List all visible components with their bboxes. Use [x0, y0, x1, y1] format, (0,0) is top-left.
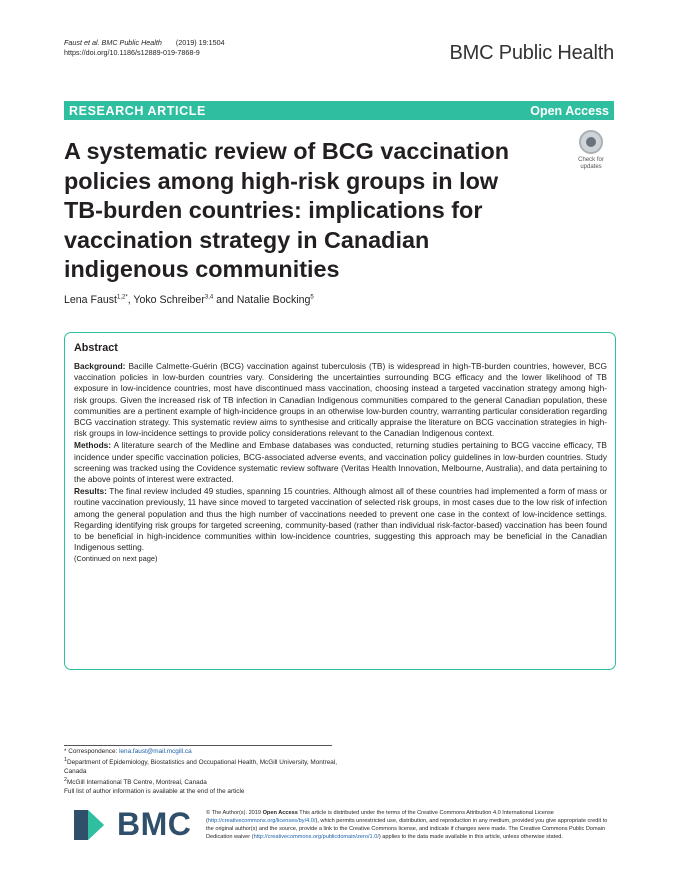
full-author-info-note: Full list of author information is available at the end of the article — [64, 787, 245, 795]
abstract-heading: Abstract — [74, 342, 118, 354]
abstract-background: Background: Bacille Calmette-Guérin (BCG) vaccination against tuberculosis (TB) is widespread in high-TB-burden countries, however, BCG vaccination policies in low-burden countries vary. Considering the uncertainties surrounding BCG efficacy and the lower likelihood of TB exposure in low-incidence countries, most have discontinued mass vaccination, choosing instead a targeted vaccination strategy among high-risk groups. Given the increased risk of TB infection in Canadian Indigenous communities compared to the general Canadian population, these communities are a pertinent example of high-incidence groups in an otherwise low-burden country, warranting particular consideration regarding BCG vaccination strategy. This systematic review aims to synthesise and critically appraise the literature on BCG vaccination strategies in high-risk groups in low-incidence settings to provide policy considerations relevant to the Canadian Indigenous context. — [74, 361, 607, 439]
bmc-logo — [74, 806, 191, 843]
open-access-label: Open Access — [530, 103, 609, 118]
affiliation-1: $^1$Department of Epidemiology, Biostatistics and Occupational Health, McGill University, Montreal, Canada — [64, 757, 338, 775]
article-title: A systematic review of BCG vaccination policies among high-risk groups in low TB-burden countries: implications for vaccination strategy in Canadian indigenous communities — [64, 138, 510, 282]
article-type-label: RESEARCH ARTICLE — [69, 103, 206, 118]
check-updates-icon — [579, 130, 603, 154]
correspondence-email-link[interactable]: lena.faust@mail.mcgill.ca — [119, 748, 192, 755]
abstract-methods: Methods: A literature search of the Medline and Embase databases was conducted, returning studies pertaining to BCG vaccine efficacy, TB incidence under specific vaccination policies, BCG-associated adverse events, and vaccination policy guidelines in low-burden countries. Study screening was tracked using the Covidence systematic review software (Veritas Health Innovation, Melbourne, Australia), and data pertaining to the above points of interest were extracted. — [74, 440, 607, 485]
citation-header — [64, 38, 225, 58]
journal-name: BMC Public Health — [449, 42, 614, 64]
author-name: Lena Faust — [64, 294, 118, 306]
author-list — [64, 294, 314, 306]
footnotes — [64, 748, 344, 796]
continued-note: (Continued on next page) — [74, 554, 158, 564]
author-name: , Yoko Schreiber — [127, 294, 205, 306]
affiliation-2: $^2$McGill International TB Centre, Montreal, Canada — [64, 777, 207, 787]
check-for-updates-badge[interactable] — [568, 130, 614, 171]
abstract-box — [64, 332, 616, 670]
license-statement: © The Author(s). 2019 Open Access This article is distributed under the terms of the Creative Commons Attribution 4.0 International License (http://creativecommons.org/licenses/by/4.0/), which permits unrestricted use, distribution, and reproduction in any medium, provided you give appropriate credit to the original author(s) and the source, provide a link to the Creative Commons license, and indicate if changes were made. The Creative Commons Public Domain Dedication waiver (http://creativecommons.org/publicdomain/zero/1.0/) applies to the data made available in this article, unless otherwise stated. — [206, 810, 608, 840]
article-type-banner — [64, 101, 614, 120]
citation-text: Faust et al. BMC Public Health — [64, 38, 162, 47]
cc0-waiver-link[interactable]: http://creativecommons.org/publicdomain/zero/1.0/ — [253, 833, 379, 840]
author-name: and Natalie Bocking — [213, 294, 311, 306]
abstract-results: Results: The final review included 49 studies, spanning 15 countries. Although almost all of these countries had implemented a form of mass or routine vaccination previously, 11 have since moved to targeted vaccination of selected risk groups, in most cases due to the low risk of infection among the general population and thus the high number of vaccinations needed to prevent one case in the context of low-incidence settings. Regarding identifying risk groups for targeted screening, community-based (rather than individual risk-factor-based) vaccination has been found to be beneficial in high-incidence communities within low-incidence countries, suggesting this approach may be beneficial in the Canadian Indigenous setting. — [74, 486, 607, 553]
doi-link[interactable]: https://doi.org/10.1186/s12889-019-7868-9 — [64, 48, 200, 57]
cc-by-license-link[interactable]: http://creativecommons.org/licenses/by/4.0/ — [207, 817, 316, 824]
bmc-logo-text: BMC — [117, 806, 192, 842]
bmc-logo-mark-icon — [74, 810, 112, 840]
check-updates-text: Check for updates — [578, 157, 604, 170]
author-affiliation-sup: 5 — [310, 294, 314, 301]
citation-year: (2019) 19:1504 — [175, 38, 225, 47]
author-affiliation-sup: 3,4 — [204, 294, 214, 301]
correspondence-label: * Correspondence: — [64, 748, 120, 755]
footnote-divider — [64, 745, 332, 746]
author-affiliation-sup: 1,2* — [117, 294, 128, 301]
